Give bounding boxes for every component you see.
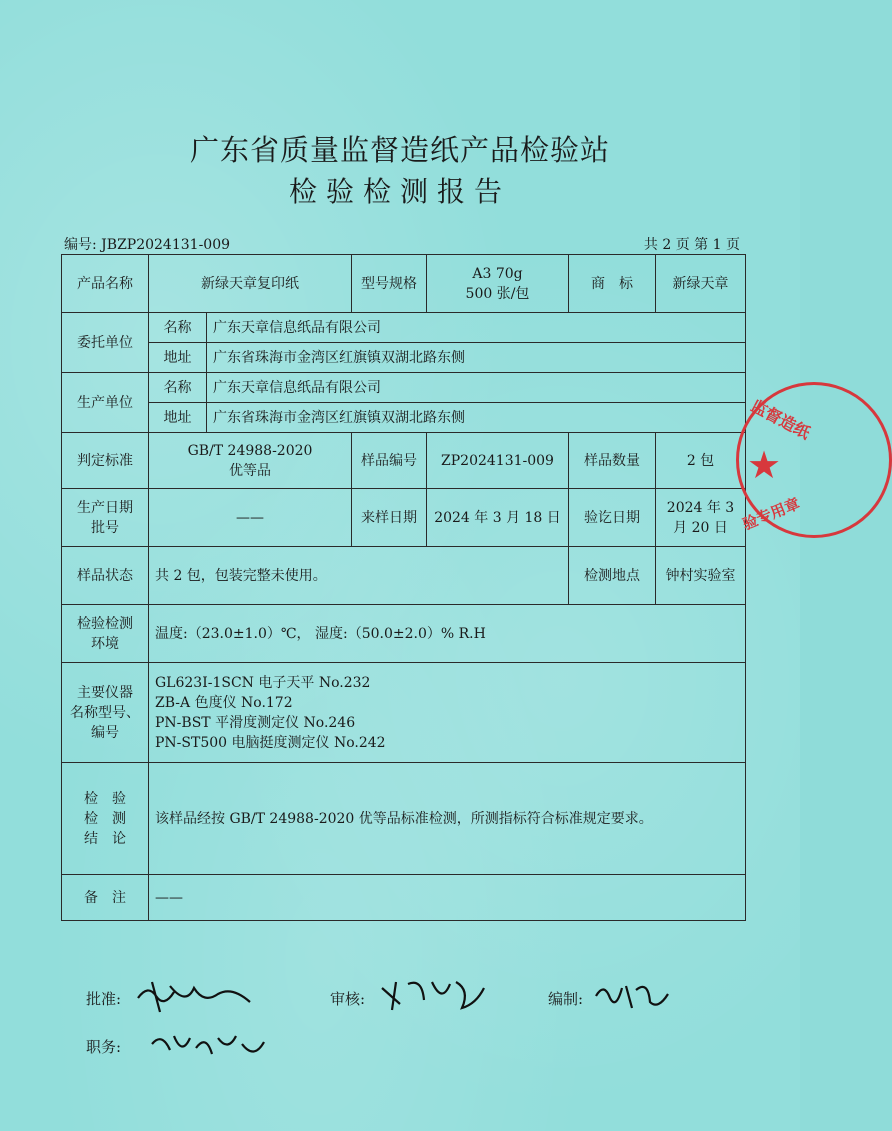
row-instruments xyxy=(62,663,746,763)
producer-addr-label: 地址 xyxy=(149,403,207,433)
spec-line2: 500 张/包 xyxy=(465,285,530,302)
instrument-item: PN-BST 平滑度测定仪 No.246 xyxy=(155,714,356,731)
standard-line2: 优等品 xyxy=(229,462,271,479)
environment-label xyxy=(62,605,149,663)
arrival-date-value: 2024 年 3 月 18 日 xyxy=(427,489,569,547)
instrument-item: ZB-A 色度仪 No.172 xyxy=(155,694,293,711)
producer-name-value: 广东天章信息纸品有限公司 xyxy=(207,373,746,403)
production-date-label-line1: 生产日期 xyxy=(77,499,133,516)
conclusion-value: 该样品经按 GB/T 24988-2020 优等品标准检测，所测指标符合标准规定要求。 xyxy=(149,763,746,875)
completion-date-value: 2024 年 3 月 20 日 xyxy=(656,489,746,547)
client-name-value: 广东天章信息纸品有限公司 xyxy=(207,313,746,343)
instruments-label xyxy=(62,663,149,763)
report-title: 检验检测报告 xyxy=(288,175,511,208)
review-label: 审核: xyxy=(330,990,366,1008)
row-client-name xyxy=(62,313,746,343)
production-date-label xyxy=(62,489,149,547)
producer-addr-value: 广东省珠海市金湾区红旗镇双湖北路东侧 xyxy=(207,403,746,433)
environment-label-line2: 环境 xyxy=(91,635,119,652)
sample-status-label: 样品状态 xyxy=(62,547,149,605)
instruments-label-line2: 名称型号、 xyxy=(70,704,140,721)
title-label: 职务: xyxy=(86,1038,122,1056)
instruments-label-line1: 主要仪器 xyxy=(77,684,133,701)
spec-label: 型号规格 xyxy=(352,255,427,313)
conclusion-label-line2: 检 测 xyxy=(84,810,126,827)
row-producer-addr xyxy=(62,403,746,433)
row-remark xyxy=(62,875,746,921)
sample-no-label: 样品编号 xyxy=(352,433,427,489)
row-environment xyxy=(62,605,746,663)
producer-label: 生产单位 xyxy=(62,373,149,433)
compile-label: 编制: xyxy=(548,990,584,1008)
conclusion-label-line3: 结 论 xyxy=(84,830,126,847)
seal-text-top: 监督造纸 xyxy=(747,395,814,443)
environment-label-line1: 检验检测 xyxy=(77,615,133,632)
report-issuer-title: 广东省质量监督造纸产品检验站 xyxy=(189,133,610,167)
sample-qty-label: 样品数量 xyxy=(569,433,656,489)
row-client-addr xyxy=(62,343,746,373)
brand-label: 商 标 xyxy=(569,255,656,313)
reviewer-signature xyxy=(378,974,488,1014)
sample-qty-value: 2 包 xyxy=(656,433,746,489)
instruments-list xyxy=(149,663,746,763)
row-conclusion xyxy=(62,763,746,875)
seal-star-icon: ★ xyxy=(747,443,782,487)
report-number: 编号: JBZP2024131-009 xyxy=(64,237,231,253)
standard-value xyxy=(149,433,352,489)
page-info: 共 2 页 第 1 页 xyxy=(643,237,740,253)
client-name-label: 名称 xyxy=(149,313,207,343)
producer-name-label: 名称 xyxy=(149,373,207,403)
instruments-label-line3: 编号 xyxy=(91,724,119,741)
conclusion-label-line1: 检 验 xyxy=(84,790,126,807)
client-label: 委托单位 xyxy=(62,313,149,373)
sample-status-value: 共 2 包，包装完整未使用。 xyxy=(149,547,569,605)
production-date-value: —— xyxy=(149,489,352,547)
approver-position-handwriting xyxy=(148,1026,268,1066)
standard-label: 判定标准 xyxy=(62,433,149,489)
row-producer-name xyxy=(62,373,746,403)
product-name-label: 产品名称 xyxy=(62,255,149,313)
official-seal xyxy=(736,382,892,538)
product-name-value: 新绿天章复印纸 xyxy=(149,255,352,313)
approve-label: 批准: xyxy=(86,990,122,1008)
instrument-item: GL623I-1SCN 电子天平 No.232 xyxy=(155,674,371,691)
conclusion-label xyxy=(62,763,149,875)
environment-value: 温度:（23.0±1.0）℃， 湿度:（50.0±2.0）% R.H xyxy=(149,605,746,663)
production-date-label-line2: 批号 xyxy=(91,519,119,536)
test-site-value: 钟村实验室 xyxy=(656,547,746,605)
report-table xyxy=(61,254,746,921)
instrument-item: PN-ST500 电脑挺度测定仪 No.242 xyxy=(155,734,386,751)
sample-no-value: ZP2024131-009 xyxy=(427,433,569,489)
standard-line1: GB/T 24988-2020 xyxy=(187,442,313,459)
completion-date-label: 验讫日期 xyxy=(569,489,656,547)
arrival-date-label: 来样日期 xyxy=(352,489,427,547)
client-addr-label: 地址 xyxy=(149,343,207,373)
spec-line1: A3 70g xyxy=(472,265,523,282)
seal-text-bottom: 验专用章 xyxy=(740,494,803,534)
row-status xyxy=(62,547,746,605)
row-dates xyxy=(62,489,746,547)
brand-value: 新绿天章 xyxy=(656,255,746,313)
compiler-signature xyxy=(592,976,672,1016)
spec-value xyxy=(427,255,569,313)
test-site-label: 检测地点 xyxy=(569,547,656,605)
approver-signature xyxy=(134,976,254,1016)
client-addr-value: 广东省珠海市金湾区红旗镇双湖北路东侧 xyxy=(207,343,746,373)
remark-value: —— xyxy=(149,875,746,921)
row-standard xyxy=(62,433,746,489)
row-product xyxy=(62,255,746,313)
remark-label: 备 注 xyxy=(62,875,149,921)
